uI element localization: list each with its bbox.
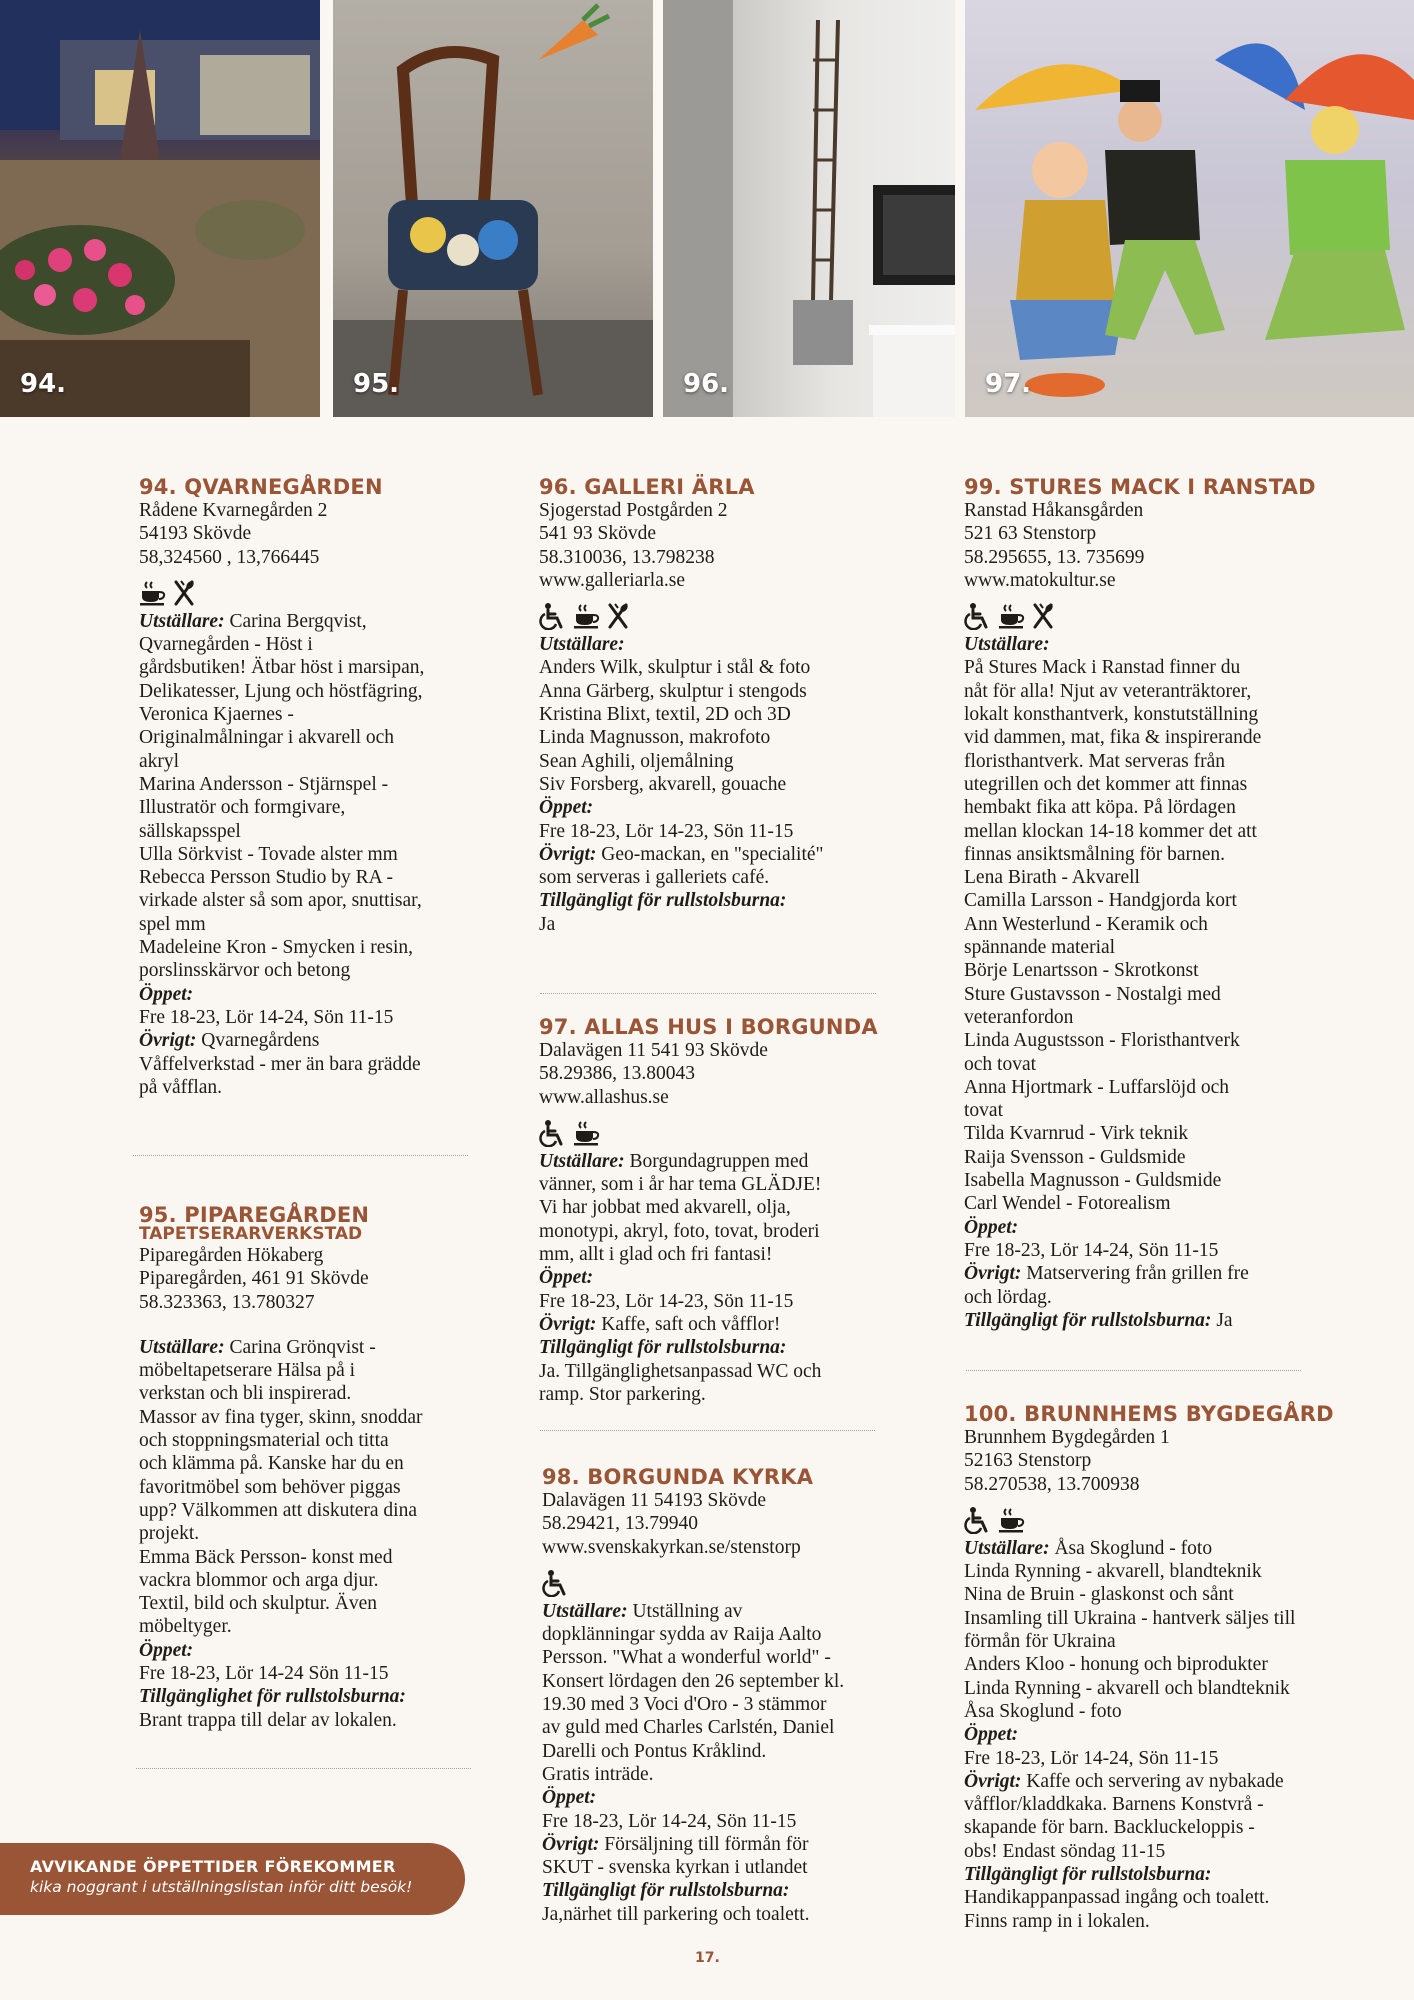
exhibitor-text: Börje Lenartsson - Skrotkonst [964, 960, 1199, 982]
exhibitor-text: projekt. [139, 1523, 200, 1545]
wheelchair-icon [542, 1569, 570, 1597]
entry-subtitle: TAPETSERARVERKSTAD [139, 1224, 363, 1244]
exhibitor-text: akryl [139, 750, 180, 772]
exhibitor-text: tovat [964, 1100, 1003, 1122]
exhibitor-label: Utställare: [539, 1150, 625, 1172]
cutlery-icon [1032, 603, 1054, 629]
address-line: 52163 Stenstorp [964, 1450, 1092, 1472]
other-text: som serveras i galleriets café. [539, 867, 770, 889]
exhibitor-label: Utställare: [139, 610, 225, 632]
exhibitor-text: Gratis inträde. [542, 1763, 654, 1785]
website-link[interactable]: www.galleriarla.se [539, 569, 686, 591]
wheelchair-icon [964, 602, 992, 630]
exhibitor-text: nåt för alla! Njut av veteranträktorer, [964, 680, 1252, 702]
exhibitor-text: Persson. "What a wonderful world" - [542, 1647, 831, 1669]
open-hours: Fre 18-23, Lör 14-23, Sön 11-15 [539, 1290, 794, 1312]
separator [133, 1155, 468, 1156]
open-label: Öppet: [539, 797, 594, 819]
access-text: Ja. Tillgänglighetsanpassad WC och [539, 1360, 822, 1382]
exhibitor-text: favoritmöbel som behöver piggas [139, 1476, 401, 1498]
exhibitor-label: Utställare: [139, 1336, 225, 1358]
photo-qvarnegarden-art [0, 0, 320, 417]
open-label: Öppet: [542, 1787, 597, 1809]
amenity-icons [964, 602, 1354, 630]
exhibitor-text: monotypi, akryl, foto, tovat, broderi [539, 1220, 820, 1242]
column-middle [539, 475, 884, 936]
open-hours: Fre 18-23, Lör 14-24, Sön 11-15 [139, 1006, 394, 1028]
exhibitor-text: Tilda Kvarnrud - Virk teknik [964, 1123, 1189, 1145]
exhibitor-text: Sture Gustavsson - Nostalgi med [964, 983, 1221, 1005]
address-line: Ranstad Håkansgården [964, 500, 1144, 521]
access-text: Handikappanpassad ingång och toalett. [964, 1887, 1270, 1909]
exhibitor-text: veteranfordon [964, 1006, 1074, 1028]
coordinates: 58.270538, 13.700938 [964, 1473, 1140, 1495]
address-line: Sjogerstad Postgården 2 [539, 500, 728, 521]
exhibitor-text: Insamling till Ukraina - hantverk säljes till [964, 1607, 1296, 1629]
exhibitor-text: Anders Wilk, skulptur i stål & foto [539, 657, 811, 679]
website-link[interactable]: www.matokultur.se [964, 569, 1116, 591]
entry-title: 95. PIPAREGÅRDEN [139, 1203, 370, 1227]
open-hours: Fre 18-23, Lör 14-24, Sön 11-15 [542, 1810, 797, 1832]
address-line: Brunnhem Bygdegården 1 [964, 1427, 1170, 1448]
exhibitor-text: Sean Aghili, oljemålning [539, 750, 734, 772]
exhibitor-text: Raija Svensson - Guldsmide [964, 1146, 1186, 1168]
access-text: Brant trappa till delar av lokalen. [139, 1709, 397, 1731]
other-text: och lördag. [964, 1286, 1052, 1308]
column-left-lower [139, 1203, 479, 1732]
entry-title: 96. GALLERI ÄRLA [539, 475, 755, 499]
amenity-icons [964, 1506, 1354, 1534]
exhibitor-text: Qvarnegården - Höst i [139, 634, 313, 656]
exhibitor-text: Textil, bild och skulptur. Även [139, 1593, 378, 1615]
photo-strip [0, 0, 1414, 417]
other-text: Försäljning till förmån för [599, 1833, 809, 1855]
exhibitor-label: Utställare: [542, 1600, 628, 1622]
separator [136, 1768, 471, 1769]
access-label: Tillgängligt för rullstolsburna: [964, 1864, 1212, 1886]
entry-title: 97. ALLAS HUS I BORGUNDA [539, 1015, 878, 1039]
open-label: Öppet: [964, 1216, 1019, 1238]
separator [966, 1370, 1301, 1371]
spacer [139, 1314, 479, 1336]
entry-99 [964, 475, 1354, 1332]
access-text: Ja [1211, 1309, 1233, 1331]
address-line: Piparegården Hökaberg [139, 1245, 324, 1266]
photo-number: 94. [20, 369, 67, 399]
access-text: Ja [539, 913, 556, 935]
other-label: Övrigt: [539, 1313, 597, 1335]
exhibitor-text: Åsa Skoglund - foto [1049, 1537, 1213, 1559]
photo-piparegarden [333, 0, 653, 417]
exhibitor-text: Carina Grönqvist - [224, 1336, 376, 1358]
exhibitor-text: Carina Bergqvist, [224, 610, 367, 632]
address-line: Rådene Kvarnegården 2 [139, 500, 328, 521]
wheelchair-icon [964, 1506, 992, 1534]
coordinates: 58.310036, 13.798238 [539, 546, 715, 568]
exhibitor-text: gårdsbutiken! Ätbar höst i marsipan, [139, 657, 425, 679]
exhibitor-text: vackra blommor och arga djur. [139, 1569, 379, 1591]
exhibitor-text: Darelli och Pontus Kråklind. [542, 1740, 767, 1762]
coordinates: 58.29386, 13.80043 [539, 1063, 695, 1085]
photo-qvarnegarden [0, 0, 320, 417]
photo-number: 96. [683, 369, 730, 399]
amenity-icons [542, 1569, 887, 1597]
access-label: Tillgänglighet för rullstolsburna: [139, 1686, 406, 1708]
exhibitor-text: Isabella Magnusson - Guldsmide [964, 1170, 1222, 1192]
column-right [964, 475, 1354, 1332]
exhibitor-text: Madeleine Kron - Smycken i resin, [139, 937, 414, 959]
cutlery-icon [607, 603, 629, 629]
exhibitor-text: möbeltyger. [139, 1616, 232, 1638]
address-line: Dalavägen 11 541 93 Skövde [539, 1040, 768, 1061]
address-line: 521 63 Stenstorp [964, 523, 1097, 545]
entry-100 [964, 1402, 1354, 1933]
other-label: Övrigt: [964, 1770, 1022, 1792]
amenity-icons [139, 579, 479, 607]
exhibitor-text: vid dammen, mat, fika & inspirerande [964, 727, 1262, 749]
exhibitor-label: Utställare: [964, 1537, 1050, 1559]
cutlery-icon [173, 580, 195, 606]
address-line: 541 93 Skövde [539, 523, 656, 545]
notice-title: AVVIKANDE ÖPPETTIDER FÖREKOMMER [30, 1857, 396, 1876]
access-label: Tillgängligt för rullstolsburna: [539, 1337, 787, 1359]
exhibitor-text: Emma Bäck Persson- konst med [139, 1546, 393, 1568]
open-label: Öppet: [139, 1639, 194, 1661]
entry-97 [539, 1015, 884, 1406]
opening-hours-notice-banner [0, 1843, 465, 1915]
photo-galleri-arla-art [663, 0, 955, 417]
exhibitor-text: Vi har jobbat med akvarell, olja, [539, 1197, 791, 1219]
other-text: Qvarnegårdens [196, 1030, 320, 1052]
entry-96 [539, 475, 884, 936]
exhibitor-text: Originalmålningar i akvarell och [139, 727, 395, 749]
coordinates: 58.323363, 13.780327 [139, 1291, 315, 1313]
photo-allas-hus-painting [965, 0, 1414, 417]
address-line: Dalavägen 11 54193 Skövde [542, 1490, 767, 1511]
other-label: Övrigt: [542, 1833, 600, 1855]
other-text: skapande för barn. Backluckeloppis - [964, 1817, 1255, 1839]
open-label: Öppet: [539, 1267, 594, 1289]
exhibitor-text: av guld med Charles Carlstén, Daniel [542, 1717, 835, 1739]
entry-title: 100. BRUNNHEMS BYGDEGÅRD [964, 1402, 1334, 1426]
exhibitor-label: Utställare: [964, 634, 1050, 656]
exhibitor-text: och tovat [964, 1053, 1037, 1075]
other-text: obs! Endast söndag 11-15 [964, 1840, 1166, 1862]
address-line: Piparegården, 461 91 Skövde [139, 1268, 369, 1290]
other-text: Kaffe och servering av nybakade [1021, 1770, 1284, 1792]
exhibitor-text: Nina de Bruin - glaskonst och sånt [964, 1584, 1234, 1606]
exhibitor-text: Illustratör och formgivare, [139, 797, 346, 819]
other-text: Våffelverkstad - mer än bara grädde [139, 1053, 421, 1075]
other-text: Matservering från grillen fre [1021, 1263, 1249, 1285]
separator [540, 993, 876, 994]
open-hours: Fre 18-23, Lör 14-23, Sön 11-15 [539, 820, 794, 842]
exhibitor-text: virkade alster så som apor, snuttisar, [139, 890, 422, 912]
other-text: Kaffe, saft och våfflor! [596, 1313, 781, 1335]
column-middle-kyrka [542, 1465, 887, 1926]
entry-94 [139, 475, 479, 1099]
column-right-lower [964, 1402, 1354, 1933]
open-hours: Fre 18-23, Lör 14-24, Sön 11-15 [964, 1747, 1219, 1769]
exhibitor-text: Rebecca Persson Studio by RA - [139, 867, 394, 889]
exhibitor-text: dopklänningar sydda av Raija Aalto [542, 1624, 822, 1646]
exhibitor-text: Anna Hjortmark - Luffarslöjd och [964, 1076, 1229, 1098]
entry-98 [542, 1465, 887, 1926]
entry-title: 98. BORGUNDA KYRKA [542, 1465, 814, 1489]
other-label: Övrigt: [539, 843, 597, 865]
exhibitor-text: porslinsskärvor och betong [139, 960, 351, 982]
exhibitor-text: förmån för Ukraina [964, 1631, 1116, 1653]
separator [540, 1430, 875, 1431]
other-label: Övrigt: [964, 1263, 1022, 1285]
photo-galleri-arla [663, 0, 955, 417]
exhibitor-text: Linda Augustsson - Floristhantverk [964, 1030, 1240, 1052]
entry-95 [139, 1203, 479, 1732]
coffee-icon [573, 603, 601, 629]
website-link[interactable]: www.svenskakyrkan.se/stenstorp [542, 1536, 801, 1558]
exhibitor-label: Utställare: [539, 634, 625, 656]
other-label: Övrigt: [139, 1030, 197, 1052]
exhibitor-text: Ann Westerlund - Keramik och [964, 913, 1208, 935]
exhibitor-text: Marina Andersson - Stjärnspel - [139, 773, 389, 795]
open-hours: Fre 18-23, Lör 14-24 Sön 11-15 [139, 1663, 389, 1685]
exhibitor-text: 19.30 med 3 Voci d'Oro - 3 stämmor [542, 1694, 827, 1716]
website-link[interactable]: www.allashus.se [539, 1086, 669, 1108]
exhibitor-text: Massor av fina tyger, skinn, snoddar [139, 1406, 423, 1428]
other-text: våfflor/kladdkaka. Barnens Konstvrå - [964, 1794, 1264, 1816]
exhibitor-text: och stoppningsmaterial och titta [139, 1430, 389, 1452]
coffee-icon [573, 1120, 601, 1146]
other-text: på våfflan. [139, 1076, 223, 1098]
other-text: SKUT - svenska kyrkan i utlandet [542, 1857, 808, 1879]
amenity-icons [539, 1119, 884, 1147]
other-text: Geo-mackan, en "specialité" [596, 843, 824, 865]
photo-painting-art [965, 0, 1414, 417]
wheelchair-icon [539, 602, 567, 630]
exhibitor-text: upp? Välkommen att diskutera dina [139, 1499, 417, 1521]
exhibitor-text: Delikatesser, Ljung och höstfägring, [139, 680, 423, 702]
exhibitor-text: Utställning av [627, 1600, 743, 1622]
column-left [139, 475, 479, 1099]
exhibitor-text: På Stures Mack i Ranstad finner du [964, 657, 1241, 679]
exhibitor-text: Ulla Sörkvist - Tovade alster mm [139, 843, 398, 865]
access-text: Finns ramp in i lokalen. [964, 1910, 1150, 1932]
photo-number: 95. [353, 369, 400, 399]
exhibitor-text: möbeltapetserare Hälsa på i [139, 1360, 356, 1382]
access-label: Tillgängligt för rullstolsburna: [964, 1309, 1212, 1331]
notice-subtitle: kika noggrant i utställningslistan inför ditt besök! [30, 1878, 413, 1896]
entry-title: 94. QVARNEGÅRDEN [139, 475, 383, 499]
exhibitor-text: Lena Birath - Akvarell [964, 867, 1140, 889]
exhibitor-text: Siv Forsberg, akvarell, gouache [539, 773, 787, 795]
exhibitor-text: lokalt konsthantverk, konstutställning [964, 704, 1259, 726]
coffee-icon [139, 580, 167, 606]
exhibitor-text: verkstan och bli inspirerad. [139, 1383, 352, 1405]
open-label: Öppet: [139, 983, 194, 1005]
exhibitor-text: Kristina Blixt, textil, 2D och 3D [539, 704, 791, 726]
exhibitor-text: Borgundagruppen med [624, 1150, 809, 1172]
exhibitor-text: Camilla Larsson - Handgjorda kort [964, 890, 1237, 912]
exhibitor-text: spel mm [139, 913, 206, 935]
exhibitor-text: floristhantverk. Mat serveras från [964, 750, 1225, 772]
coordinates: 58.29421, 13.79940 [542, 1513, 698, 1535]
access-text: ramp. Stor parkering. [539, 1383, 706, 1405]
exhibitor-text: utegrillen och det kommer att finnas [964, 773, 1248, 795]
photo-number: 97. [985, 369, 1032, 399]
exhibitor-text: hembakt fika att köpa. På lördagen [964, 797, 1236, 819]
amenity-icons [539, 602, 884, 630]
exhibitor-text: mellan klockan 14-18 kommer det att [964, 820, 1257, 842]
coffee-icon [998, 603, 1026, 629]
access-text: Ja,närhet till parkering och toalett. [542, 1903, 810, 1925]
photo-piparegarden-art [333, 0, 653, 417]
open-label: Öppet: [964, 1724, 1019, 1746]
exhibitor-text: Linda Magnusson, makrofoto [539, 727, 771, 749]
exhibitor-text: spännande material [964, 937, 1116, 959]
exhibitor-text: och klämma på. Kanske har du en [139, 1453, 404, 1475]
exhibitor-text: Anna Gärberg, skulptur i stengods [539, 680, 807, 702]
wheelchair-icon [539, 1119, 567, 1147]
access-label: Tillgängligt för rullstolsburna: [539, 890, 787, 912]
exhibitor-text: mm, allt i glad och fri fantasi! [539, 1244, 773, 1266]
exhibitor-text: sällskapsspel [139, 820, 241, 842]
exhibitor-text: finnas ansiktsmålning för barnen. [964, 843, 1226, 865]
exhibitor-text: Åsa Skoglund - foto [964, 1700, 1122, 1722]
coordinates: 58,324560 , 13,766445 [139, 546, 320, 568]
exhibitor-text: Anders Kloo - honung och biprodukter [964, 1654, 1268, 1676]
exhibitor-text: Carl Wendel - Fotorealism [964, 1193, 1171, 1215]
open-hours: Fre 18-23, Lör 14-24, Sön 11-15 [964, 1239, 1219, 1261]
coordinates: 58.295655, 13. 735699 [964, 546, 1145, 568]
entry-title: 99. STURES MACK I RANSTAD [964, 475, 1316, 499]
exhibitor-text: Konsert lördagen den 26 september kl. [542, 1670, 845, 1692]
exhibitor-text: Linda Rynning - akvarell, blandteknik [964, 1561, 1262, 1583]
exhibitor-text: vänner, som i år har tema GLÄDJE! [539, 1174, 822, 1196]
page-number: 17. [695, 1950, 720, 1966]
coffee-icon [998, 1507, 1026, 1533]
column-middle-allas [539, 1015, 884, 1406]
exhibitor-text: Veronica Kjaernes - [139, 704, 294, 726]
exhibitor-text: Linda Rynning - akvarell och blandteknik [964, 1677, 1290, 1699]
access-label: Tillgängligt för rullstolsburna: [542, 1880, 790, 1902]
address-line: 54193 Skövde [139, 523, 252, 545]
